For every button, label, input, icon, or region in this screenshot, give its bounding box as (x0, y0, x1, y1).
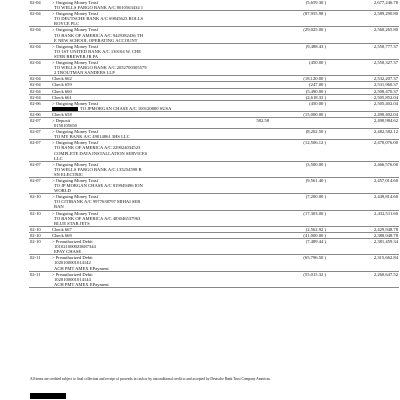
transaction-balance: 2,508,470.37 (327, 88, 399, 94)
transaction-type: > Outgoing Money Trnsf (52, 100, 99, 106)
transaction-type: Check 660 (52, 88, 72, 94)
transaction-date: 02-07 (29, 129, 51, 140)
transaction-row (29, 255, 399, 271)
transaction-credit (203, 194, 270, 210)
transaction-detail: SN ELECTRIC (54, 171, 83, 177)
transaction-date: 02-06 (29, 100, 51, 111)
transaction-description (51, 210, 203, 226)
transaction-debit: (65,796.50 ) (270, 255, 327, 271)
transaction-detail: 1010210000Z0687344 (54, 244, 96, 250)
transaction-date: 02-04 (29, 27, 51, 43)
transaction-date: 02-07 (29, 140, 51, 161)
transaction-balance: 2,589,290.80 (327, 11, 399, 27)
transaction-balance: 2,429,948.78 (327, 226, 399, 232)
transaction-credit (203, 255, 270, 271)
transaction-detail: 1020100001014144 (54, 276, 91, 282)
redaction-bar (52, 107, 78, 111)
transaction-credit (203, 129, 270, 140)
transaction-row (29, 210, 399, 226)
transaction-row (29, 100, 399, 111)
transaction-detail: TO MY BANK A/C 49014861 3HS LLC (54, 134, 130, 140)
transaction-debit: (87,955.98 ) (270, 11, 327, 27)
transaction-date: 02-04 (29, 82, 51, 88)
transaction-type: > Outgoing Money Trnsf (52, 60, 99, 66)
transaction-date: 02-04 (29, 60, 51, 76)
transaction-type: > Outgoing Money Trnsf (52, 11, 99, 17)
transaction-row (29, 271, 399, 287)
transaction-type: Check 662 (52, 76, 72, 82)
transaction-type: > Outgoing Money Trnsf (52, 210, 99, 216)
transaction-date: 02-10 (29, 239, 51, 255)
transaction-balance: 2,505,852.04 (327, 94, 399, 100)
transaction-credit (203, 161, 270, 177)
transaction-detail: TO JP MORGAN CHASE A/C 819949496 ION (54, 183, 143, 189)
transaction-detail: 2 TROUTMAN SANDERS LLP (54, 70, 115, 76)
transaction-date: 02-10 (29, 226, 51, 232)
transaction-row (29, 161, 399, 177)
transaction-description (51, 140, 203, 161)
transaction-debit (270, 117, 327, 128)
transaction-balance: 2,260,647.52 (327, 271, 399, 287)
transaction-table-body (29, 0, 399, 287)
transaction-debit: (41,000.00 ) (270, 232, 327, 238)
transaction-row (29, 11, 399, 27)
transaction-date: 02-04 (29, 0, 51, 11)
transaction-balance: 2,531,960.37 (327, 82, 399, 88)
transaction-table (29, 0, 399, 288)
transaction-type: > Outgoing Money Trnsf (52, 0, 99, 5)
transaction-detail: LLC (54, 155, 63, 161)
transaction-description (51, 0, 203, 11)
transaction-row (29, 117, 399, 128)
transaction-type: > Outgoing Money Trnsf (52, 178, 99, 183)
transaction-type: > Preauthorized Debit (52, 271, 93, 277)
transaction-detail: 1020100001014142 (54, 260, 91, 266)
transaction-type: Check 658 (52, 111, 72, 117)
transaction-debit: (450.00 ) (270, 100, 327, 111)
transaction-detail: TO WELLS FARGO BANK A/C 135254598 B (54, 166, 142, 172)
transaction-description (51, 27, 203, 43)
transaction-date: 02-11 (29, 255, 51, 271)
transaction-detail: ROYCE PLC (54, 21, 80, 27)
transaction-balance: 2,432,511.60 (327, 210, 399, 226)
transaction-type: Check 659 (52, 82, 72, 88)
transaction-debit: (15,000.00 ) (270, 111, 327, 117)
transaction-date: 02-04 (29, 43, 51, 59)
transaction-row (29, 178, 399, 194)
transaction-date: 02-10 (29, 194, 51, 210)
transaction-date: 02-04 (29, 11, 51, 27)
transaction-balance: 2,550,777.37 (327, 43, 399, 59)
transaction-detail: BLUE STAR JETS (54, 220, 90, 226)
transaction-debit: (247.00 ) (270, 82, 327, 88)
transaction-detail: 0150105650 (54, 123, 77, 129)
transaction-balance: 2,388,948.78 (327, 232, 399, 238)
transaction-row (29, 194, 399, 210)
transaction-debit: (9,561.40 ) (270, 178, 327, 194)
collection-footnote: All items are credited subject to final collection and receipt of proceeds in cash or by unconditional credit to and accepted by Deutsche Bank Trust Company Americas. (30, 377, 271, 381)
transaction-debit: (450.00 ) (270, 60, 327, 76)
transaction-detail: E NEW SCHOOL OPERATING ACCOUNT (54, 37, 138, 43)
transaction-type: > Deposit (52, 117, 71, 123)
transaction-date: 02-04 (29, 76, 51, 82)
transaction-balance: 2,381,459.34 (327, 239, 399, 255)
transaction-description (51, 117, 203, 128)
transaction-credit (203, 43, 270, 59)
transaction-credit (203, 140, 270, 161)
transaction-debit: (2,618.33 ) (270, 94, 327, 100)
transaction-debit: (17,303.00 ) (270, 210, 327, 226)
transaction-detail: TO DEUTSCHE BANK A/C 69845623 ROLLS (54, 16, 144, 22)
transaction-detail: TO 1ST UNITED BANK A/C 130104 W. CHE (54, 48, 142, 54)
transaction-detail: ACH PMT AMEX EPayment (54, 281, 109, 287)
transaction-date: 02-07 (29, 161, 51, 177)
transaction-detail: TO CITIBANK A/C 9977638797 MIHAI SER (54, 199, 141, 205)
transaction-type: > Outgoing Money Trnsf (52, 161, 99, 167)
transaction-detail: WORLD (54, 188, 71, 194)
transaction-balance: 2,470,076.00 (327, 140, 399, 161)
transaction-description (51, 129, 203, 140)
transaction-type: > Preauthorized Debit (52, 255, 93, 261)
transaction-detail: ACH PMT AMEX EPayment (54, 265, 109, 271)
transaction-debit: (8,202.50 ) (270, 129, 327, 140)
footer-stamp-mark (130, 395, 270, 399)
transaction-balance: 2,315,662.84 (327, 255, 399, 271)
transaction-type: Check 669 (52, 232, 72, 238)
transaction-description (51, 255, 203, 271)
transaction-debit: (5,659.30 ) (270, 0, 327, 11)
transaction-credit (203, 239, 270, 255)
transaction-detail: TO WELLS FARGO BANK A/C 2052700305579 (54, 65, 147, 71)
transaction-description (51, 178, 203, 194)
transaction-row (29, 43, 399, 59)
transaction-detail: TO WELLS FARGO BANK A/C 8010563434 1 (54, 5, 144, 11)
transaction-description (51, 194, 203, 210)
transaction-date: 02-04 (29, 94, 51, 100)
transaction-detail: EPAY CHASE (54, 249, 82, 255)
transaction-credit (203, 271, 270, 287)
transaction-date: 02-07 (29, 178, 51, 194)
transaction-credit (203, 178, 270, 194)
transaction-debit: (9,488.43 ) (270, 43, 327, 59)
transaction-debit: (2,562.92 ) (270, 226, 327, 232)
transaction-balance: 2,532,207.37 (327, 76, 399, 82)
transaction-balance: 2,490,402.04 (327, 111, 399, 117)
transaction-balance: 2,457,014.60 (327, 178, 399, 194)
transaction-balance: 2,505,402.04 (327, 100, 399, 111)
transaction-balance: 2,560,265.80 (327, 27, 399, 43)
transaction-row (29, 0, 399, 11)
transaction-type: > Outgoing Money Trnsf (52, 43, 99, 49)
transaction-type: > Preauthorized Debit (52, 239, 93, 245)
transaction-date: 02-04 (29, 88, 51, 94)
transaction-type: Check 661 (52, 94, 72, 100)
transaction-row (29, 140, 399, 161)
transaction-credit (203, 210, 270, 226)
transaction-debit: (5,490.00 ) (270, 88, 327, 94)
transaction-description (51, 43, 203, 59)
transaction-balance: 2,550,327.37 (327, 60, 399, 76)
transaction-detail: TO BANK OF AMERICA A/C 9429382436 TH (54, 32, 143, 38)
transaction-description (51, 161, 203, 177)
transaction-row (29, 60, 399, 76)
transaction-description (51, 100, 203, 111)
transaction-description (51, 11, 203, 27)
transaction-debit: (12,506.12 ) (270, 140, 327, 161)
transaction-debit: (7,200.00 ) (270, 194, 327, 210)
transaction-date: 02-11 (29, 271, 51, 287)
transaction-balance: 2,466,576.00 (327, 161, 399, 177)
transaction-detail: TO BANK OF AMERICA A/C 483046537963 (54, 215, 141, 221)
transaction-type: > Outgoing Money Trnsf (52, 140, 99, 146)
transaction-type: > Outgoing Money Trnsf (52, 129, 99, 135)
transaction-detail: COMPLETE DATA INSTALLATION SERVICES (54, 150, 148, 156)
transaction-row (29, 239, 399, 255)
transaction-row (29, 27, 399, 43)
transaction-debit: (7,489.44 ) (270, 239, 327, 255)
transaction-debit: (3,500.00 ) (270, 161, 327, 177)
transaction-type: > Outgoing Money Trnsf (52, 27, 99, 33)
transaction-credit (203, 0, 270, 11)
transaction-description (51, 239, 203, 255)
transaction-debit: (55,015.32 ) (270, 271, 327, 287)
transaction-balance: 2,449,814.60 (327, 194, 399, 210)
transaction-debit: (29,025.00 ) (270, 27, 327, 43)
transaction-description (51, 271, 203, 287)
transaction-type: Check 667 (52, 226, 72, 232)
transaction-credit (203, 11, 270, 27)
transaction-row (29, 129, 399, 140)
transaction-credit (203, 60, 270, 76)
transaction-balance: 2,490,984.62 (327, 117, 399, 128)
transaction-credit (203, 100, 270, 111)
transaction-date: 02-07 (29, 117, 51, 128)
transaction-detail: BAN (54, 204, 64, 210)
footer-redaction-bar (30, 393, 66, 399)
transaction-date: 02-06 (29, 111, 51, 117)
transaction-detail: STER BREWER JR PA (54, 53, 99, 59)
transaction-credit (203, 27, 270, 43)
transaction-debit: (18,120.00 ) (270, 76, 327, 82)
transaction-date: 02-10 (29, 210, 51, 226)
transaction-balance: 2,677,246.78 (327, 0, 399, 11)
transaction-detail: TO BANK OF AMERICA A/C 229024034523 (54, 145, 141, 151)
transaction-date: 02-10 (29, 232, 51, 238)
transaction-description (51, 60, 203, 76)
transaction-type: > Outgoing Money Trnsf (52, 194, 99, 200)
transaction-credit: 582.58 (203, 117, 270, 128)
transaction-detail: TO JPMORGAN CHASE A/C 100120800 SUSA (80, 105, 172, 111)
transaction-balance: 2,482,582.12 (327, 129, 399, 140)
